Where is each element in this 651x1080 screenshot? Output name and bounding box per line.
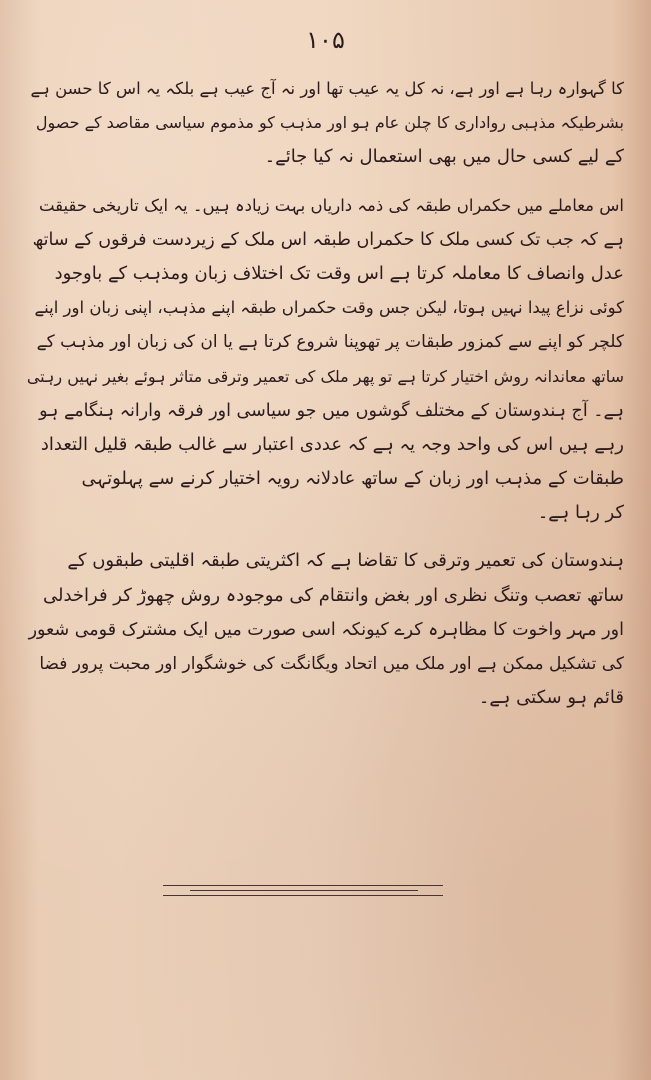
- ornament-rule-middle: [190, 890, 418, 891]
- text-line: کر رہا ہے۔: [537, 502, 624, 524]
- text-line: ہے۔ آج ہندوستان کے مختلف گوشوں میں جو سیاسی اور فرقہ وارانہ ہنگامے ہو: [39, 400, 624, 421]
- ornament-rule-top: [163, 885, 443, 886]
- text-line: ساتھ تعصب وتنگ نظری اور بغض وانتقام کی موجودہ روش چھوڑ کر فراخدلی: [42, 584, 624, 606]
- ornament-rule-bottom: [163, 895, 443, 896]
- text-line: رہے ہیں اس کی واحد وجہ یہ ہے کہ عددی اعتبار سے غالب طبقہ قلیل التعداد: [40, 433, 624, 455]
- text-line: ہے کہ جب تک کسی ملک کا حکمراں طبقہ اس ملک کے زیردست فرقوں کے ساتھ: [32, 229, 624, 250]
- text-line: بشرطیکہ مذہبی رواداری کا چلن عام ہو اور مذہب کو مذموم سیاسی مقاصد کے حصول: [35, 113, 624, 133]
- text-line: کلچر کو اپنے سے کمزور طبقات پر تھوپنا شروع کرتا ہے یا ان کی زبان اور مذہب کے: [36, 332, 624, 353]
- text-line: اور مہر واخوت کا مظاہرہ کرے کیونکہ اسی صورت میں ایک مشترک قومی شعور: [28, 619, 624, 640]
- text-line: طبقات کے مذہب اور زبان کے ساتھ عادلانہ رویہ اختیار کرنے سے پہلوتہی: [81, 468, 624, 490]
- text-line: قائم ہو سکتی ہے۔: [478, 687, 624, 709]
- text-line: کا گہوارہ رہا ہے اور ہے، نہ کل یہ عیب تھا اور نہ آج عیب ہے بلکہ یہ اس کا حسن ہے: [30, 79, 624, 98]
- text-line: کے لیے کسی حال میں بھی استعمال نہ کیا جائے۔: [264, 146, 624, 168]
- paragraph-3: [24, 544, 624, 715]
- page-number: ۱۰۵: [306, 26, 345, 54]
- text-line: ہندوستان کی تعمیر وترقی کا تقاضا ہے کہ اکثریتی طبقہ اقلیتی طبقوں کے: [67, 550, 624, 572]
- body-text: [24, 72, 624, 715]
- text-line: کوئی نزاع پیدا نہیں ہوتا، لیکن جس وقت حکمراں طبقہ اپنے مذہب، اپنی زبان اور اپنے: [34, 298, 624, 318]
- paragraph-1: [24, 72, 624, 175]
- text-line: کی تشکیل ممکن ہے اور ملک میں اتحاد ویگانگت کی خوشگوار اور محبت پرور فضا: [39, 654, 624, 674]
- paragraph-2: [24, 189, 624, 531]
- text-line: عدل وانصاف کا معاملہ کرتا ہے اس وقت تک اختلاف زبان ومذہب کے باوجود: [54, 262, 624, 284]
- text-line: اس معاملے میں حکمراں طبقہ کی ذمہ داریاں بہت زیادہ ہیں۔ یہ ایک تاریخی حقیقت: [38, 195, 624, 215]
- text-line: ساتھ معاندانہ روش اختیار کرتا ہے تو پھر ملک کی تعمیر وترقی متاثر ہوئے بغیر نہیں رہتی: [26, 366, 624, 386]
